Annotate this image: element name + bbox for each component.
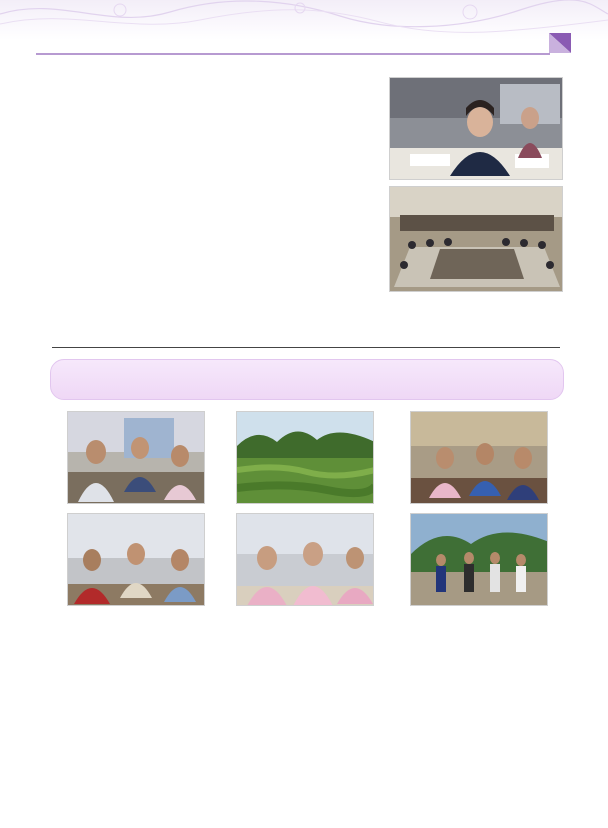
section-divider <box>52 347 560 348</box>
meeting-chair-photo <box>389 77 563 180</box>
header-rule <box>36 33 550 55</box>
community-meeting-photo-3 <box>67 513 205 606</box>
meeting-room-photo <box>389 186 563 292</box>
corner-flag-icon <box>549 33 571 53</box>
students-meeting-photo <box>236 513 374 606</box>
field-visit-photo <box>410 513 548 606</box>
canal-vegetation-photo <box>236 411 374 504</box>
article-title-banner <box>50 359 564 400</box>
community-meeting-photo-2 <box>410 411 548 504</box>
community-meeting-photo-1 <box>67 411 205 504</box>
